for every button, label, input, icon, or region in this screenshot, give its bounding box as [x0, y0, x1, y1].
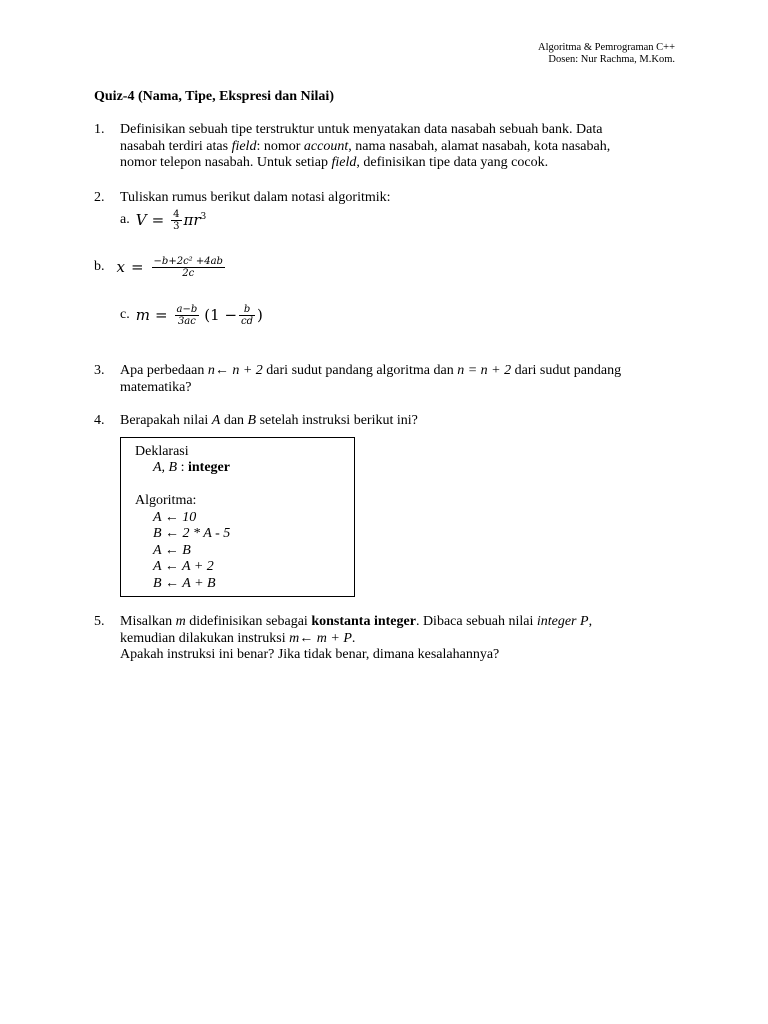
- document-header: [538, 42, 675, 66]
- text-span: B: [247, 413, 257, 428]
- text-span: setelah instruksi berikut ini?: [256, 413, 418, 428]
- text-span: field: [231, 138, 257, 154]
- text-span: ,: [588, 614, 593, 629]
- formula-b: [94, 252, 227, 282]
- formula-variable: x: [116, 258, 125, 276]
- text-span: A ← A + 2: [153, 559, 214, 574]
- formula-term: (1 −: [204, 306, 238, 324]
- text-span: dari sudut pandang algoritma dan: [262, 363, 458, 378]
- declaration-line: [153, 460, 230, 477]
- text-span: , nama nasabah, alamat nasabah, kota nasabah,: [348, 138, 611, 154]
- question-text: Tuliskan rumus berikut dalam notasi algoritmik:: [120, 190, 391, 205]
- text-span: kemudian dilakukan instruksi: [120, 630, 290, 646]
- text-span: .: [351, 630, 356, 646]
- question-number: 1.: [94, 122, 105, 137]
- text-span: didefinisikan sebagai: [185, 614, 312, 629]
- code-line: [153, 510, 196, 527]
- algorithm-box: [120, 437, 355, 597]
- text-line: Definisikan sebuah tipe terstruktur untuk menyatakan data nasabah sebuah bank. Data: [120, 122, 603, 137]
- text-line: [120, 631, 700, 648]
- fraction: [171, 209, 181, 232]
- question-number: 4.: [94, 413, 105, 428]
- text-span: :: [177, 460, 188, 475]
- fraction: [175, 304, 200, 327]
- code-line: [153, 543, 191, 560]
- algorithm-heading: Algoritma:: [135, 493, 197, 508]
- formula-term: [184, 211, 207, 229]
- denominator: 3: [173, 220, 180, 232]
- code-line: [153, 576, 216, 593]
- denominator: 3ac: [177, 315, 196, 327]
- text-span: B ← 2 * A - 5: [153, 526, 231, 541]
- text-span: n← n + 2: [207, 363, 263, 378]
- formula-a: [120, 205, 206, 235]
- text-line: matematika?: [120, 379, 192, 395]
- text-span: : nomor: [256, 138, 304, 154]
- text-span: dan: [220, 413, 248, 428]
- formula-term: ): [257, 306, 263, 324]
- text-line: [120, 614, 700, 631]
- formula-label: b.: [94, 259, 105, 274]
- text-span: Misalkan: [120, 614, 176, 629]
- text-span: nasabah terdiri atas: [120, 138, 232, 154]
- question-text: [120, 413, 680, 430]
- numerator: a−b: [176, 303, 198, 315]
- text-span: integer: [188, 460, 230, 475]
- text-span: A: [211, 413, 221, 428]
- question-text: [120, 363, 700, 396]
- text-line: [120, 155, 680, 172]
- formula-equals: =: [151, 211, 165, 229]
- numerator: 4: [173, 208, 180, 220]
- question-number: 5.: [94, 614, 105, 629]
- text-span: . Dibaca sebuah nilai: [415, 614, 537, 629]
- formula-variable: V: [135, 211, 147, 229]
- text-span: Berapakah nilai: [120, 413, 212, 428]
- numerator: b: [239, 304, 255, 316]
- text-span: Apa perbedaan: [120, 363, 208, 378]
- numerator: −b+2c² +4ab: [153, 255, 223, 267]
- question-text: [120, 614, 700, 664]
- exponent: 3: [200, 212, 207, 222]
- question-number: 2.: [94, 190, 105, 205]
- text-span: field: [331, 155, 357, 170]
- text-span: A, B: [153, 460, 178, 475]
- formula-label: a.: [120, 212, 130, 227]
- denominator: cd: [241, 315, 254, 327]
- question-text: [120, 122, 680, 172]
- fraction: [152, 256, 225, 279]
- quiz-title: Quiz-4 (Nama, Tipe, Ekspresi dan Nilai): [94, 89, 334, 104]
- denominator: 2c: [182, 267, 195, 279]
- code-line: [153, 526, 230, 543]
- text-span: A ← B: [153, 543, 191, 558]
- code-line: [153, 559, 214, 576]
- text-line: Apakah instruksi ini benar? Jika tidak benar, dimana kesalahannya?: [120, 647, 500, 662]
- text-span: A ← 10: [153, 510, 197, 525]
- declaration-heading: Deklarasi: [135, 444, 189, 459]
- text-span: account: [303, 138, 349, 154]
- text-span: m← m + P: [289, 630, 352, 646]
- text-line: [120, 363, 700, 380]
- formula-label: c.: [120, 307, 130, 322]
- text-span: B ← A + B: [153, 576, 216, 591]
- text-span: , definisikan tipe data yang cocok.: [356, 155, 549, 170]
- text-span: m: [175, 614, 186, 629]
- formula-equals: =: [130, 258, 144, 276]
- text-line: [120, 139, 680, 156]
- formula-c: [120, 299, 263, 331]
- question-number: 3.: [94, 363, 105, 378]
- text-span: dari sudut pandang: [511, 363, 622, 378]
- text-span: nomor telepon nasabah. Untuk setiap: [120, 155, 332, 170]
- text-span: konstanta integer: [311, 614, 416, 629]
- term-text: πr: [183, 211, 201, 229]
- formula-variable: m: [135, 306, 150, 324]
- fraction: [239, 304, 255, 327]
- course-name: Algoritma & Pemrograman C++: [538, 42, 675, 53]
- text-span: n = n + 2: [457, 363, 512, 378]
- lecturer-name: Dosen: Nur Rachma, M.Kom.: [548, 54, 675, 65]
- text-span: integer P: [536, 614, 589, 629]
- formula-equals: =: [154, 306, 168, 324]
